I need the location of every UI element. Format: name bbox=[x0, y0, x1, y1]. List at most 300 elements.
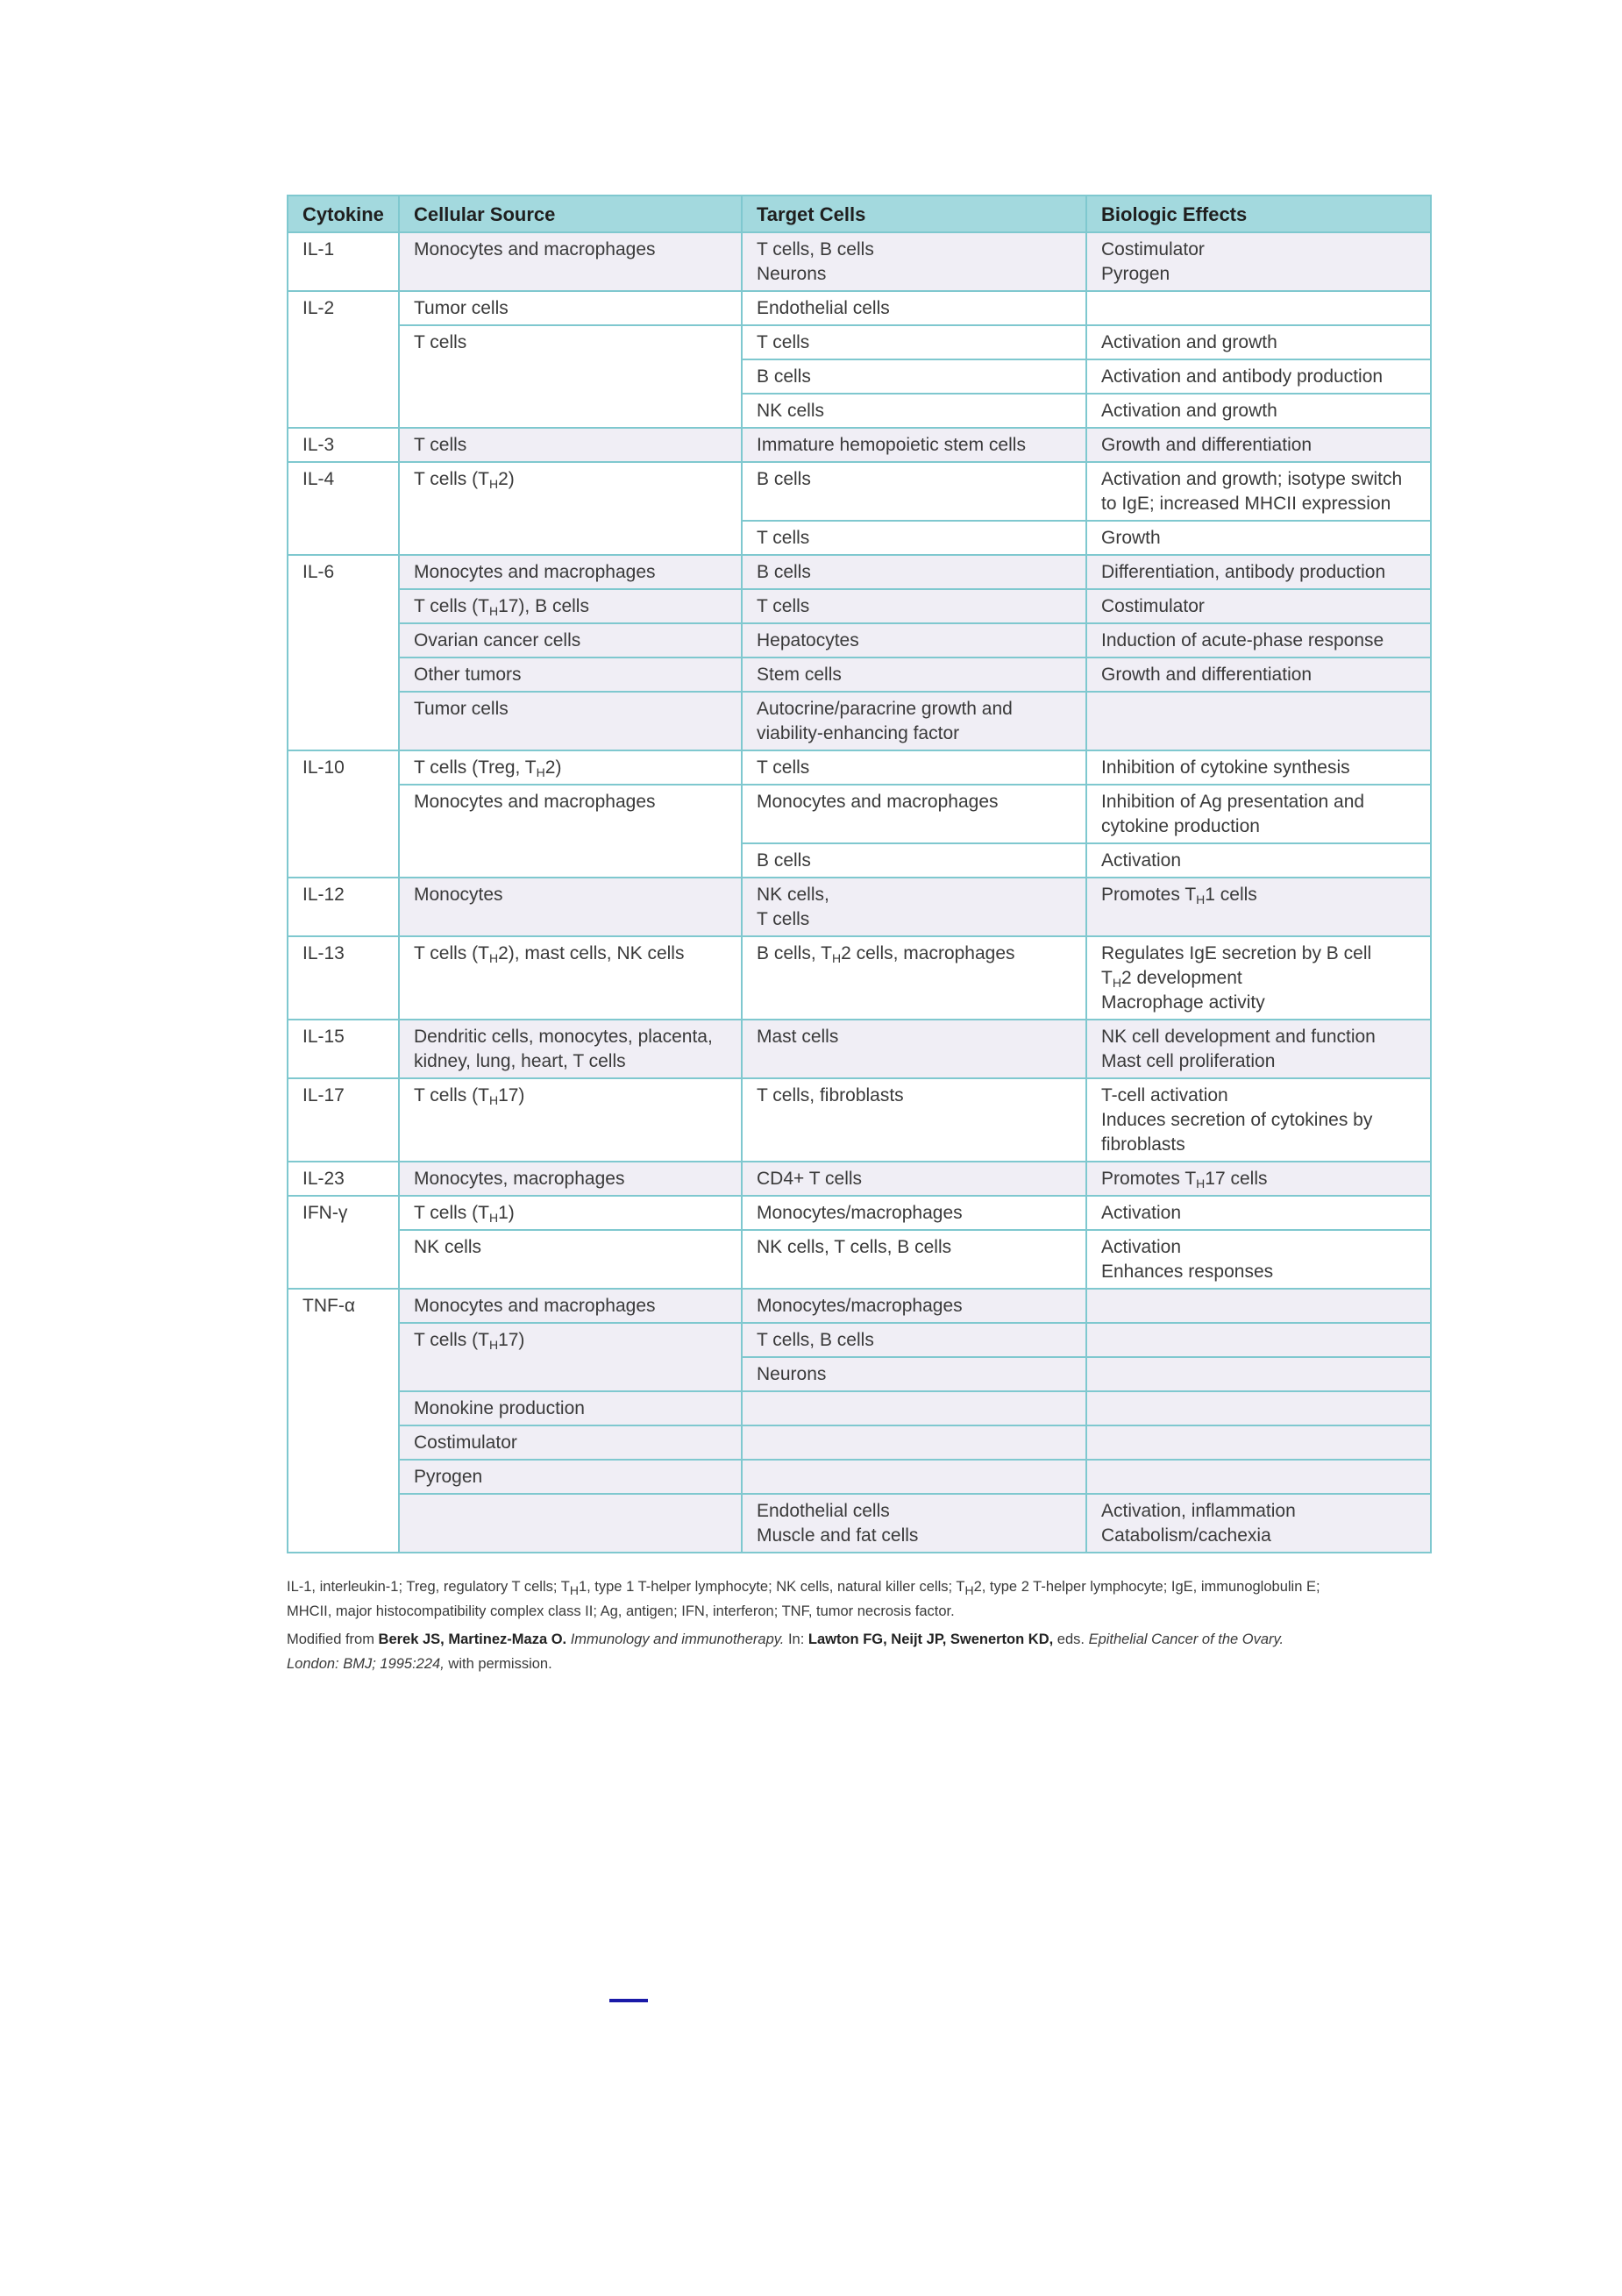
target-cells-cell bbox=[742, 1078, 1086, 1162]
cytokine-cell: IL-3 bbox=[288, 428, 399, 462]
link-underline-mark[interactable] bbox=[609, 1999, 648, 2002]
text-segment: Immature hemopoietic stem cells bbox=[757, 435, 1026, 455]
cell-line bbox=[1101, 942, 1416, 966]
cell-line bbox=[414, 1465, 727, 1489]
subscript: H bbox=[1196, 892, 1206, 906]
text-segment: 2) bbox=[544, 757, 562, 778]
header-cytokine: Cytokine bbox=[288, 195, 399, 232]
cell-line bbox=[1101, 1167, 1416, 1191]
cell-line bbox=[757, 560, 1071, 585]
cell-line bbox=[1101, 433, 1416, 458]
text-segment: Autocrine/paracrine growth and viability-enhancing factor bbox=[757, 699, 1013, 743]
target-cells-cell bbox=[742, 936, 1086, 1020]
text-segment: 2), mast cells, NK cells bbox=[498, 943, 685, 963]
text-segment: NK cells, T cells, B cells bbox=[757, 1237, 952, 1257]
text-segment: Costimulator bbox=[1101, 239, 1205, 259]
text-segment: 2) bbox=[498, 469, 515, 489]
cellular-source-cell bbox=[399, 1020, 742, 1078]
text-segment: Monocytes and macrophages bbox=[414, 239, 656, 259]
biologic-effects-cell bbox=[1086, 1357, 1431, 1391]
cell-line bbox=[757, 1362, 1071, 1387]
cellular-source-cell bbox=[399, 1494, 742, 1553]
cell-line bbox=[287, 1599, 1444, 1624]
table-row bbox=[288, 1078, 1431, 1162]
cell-line bbox=[757, 1499, 1071, 1524]
text-segment: Tumor cells bbox=[414, 699, 509, 719]
table-row bbox=[288, 1196, 1431, 1230]
table-row bbox=[288, 1391, 1431, 1425]
cell-line bbox=[757, 1201, 1071, 1226]
table-row bbox=[288, 692, 1431, 750]
cell-line bbox=[757, 1167, 1071, 1191]
text-segment: 17) bbox=[498, 1085, 525, 1105]
target-cells-cell bbox=[742, 1162, 1086, 1196]
text-segment: 1 cells bbox=[1205, 885, 1257, 905]
cellular-source-cell bbox=[399, 462, 742, 555]
cell-line bbox=[757, 663, 1071, 687]
cell-line bbox=[1101, 1235, 1416, 1260]
text-segment: Catabolism/cachexia bbox=[1101, 1525, 1271, 1546]
cell-line bbox=[757, 697, 1071, 746]
cell-line bbox=[414, 629, 727, 653]
biologic-effects-cell bbox=[1086, 359, 1431, 394]
text-segment: Other tumors bbox=[414, 665, 522, 685]
text-segment: Activation and growth bbox=[1101, 401, 1277, 421]
target-cells-cell bbox=[742, 589, 1086, 623]
cell-line bbox=[1101, 1260, 1416, 1284]
target-cells-cell bbox=[742, 750, 1086, 785]
table-row bbox=[288, 1494, 1431, 1553]
cell-line bbox=[757, 594, 1071, 619]
target-cells-cell bbox=[742, 1494, 1086, 1553]
target-cells-cell bbox=[742, 555, 1086, 589]
table-row bbox=[288, 785, 1431, 843]
text-segment: T cells bbox=[757, 757, 810, 778]
text-segment: Muscle and fat cells bbox=[757, 1525, 919, 1546]
table-row bbox=[288, 232, 1431, 291]
table-row bbox=[288, 1323, 1431, 1357]
subscript: H bbox=[488, 477, 499, 491]
subscript: H bbox=[488, 951, 499, 965]
cell-line bbox=[757, 883, 1071, 907]
cytokine-cell: TNF-α bbox=[288, 1289, 399, 1553]
biologic-effects-cell bbox=[1086, 232, 1431, 291]
target-cells-cell bbox=[742, 1196, 1086, 1230]
cellular-source-cell bbox=[399, 1078, 742, 1162]
cell-line bbox=[757, 1294, 1071, 1319]
cellular-source-cell bbox=[399, 878, 742, 936]
text-segment: Mast cells bbox=[757, 1027, 839, 1047]
cell-line bbox=[1101, 331, 1416, 355]
target-cells-cell bbox=[742, 521, 1086, 555]
cell-line bbox=[414, 883, 727, 907]
citation-segment: eds. bbox=[1053, 1631, 1089, 1647]
cellular-source-cell bbox=[399, 1460, 742, 1494]
target-cells-cell bbox=[742, 1391, 1086, 1425]
cellular-source-cell bbox=[399, 1196, 742, 1230]
cell-line bbox=[757, 629, 1071, 653]
target-cells-cell bbox=[742, 1425, 1086, 1460]
table-row bbox=[288, 291, 1431, 325]
table-row bbox=[288, 750, 1431, 785]
cytokine-cell: IL-1 bbox=[288, 232, 399, 291]
biologic-effects-cell bbox=[1086, 1460, 1431, 1494]
cell-line bbox=[1101, 365, 1416, 389]
text-segment: Dendritic cells, monocytes, placenta, kidney, lung, heart, T cells bbox=[414, 1027, 713, 1071]
table-row bbox=[288, 878, 1431, 936]
header-cellular-source: Cellular Source bbox=[399, 195, 742, 232]
text-segment: T-cell activation bbox=[1101, 1085, 1228, 1105]
text-segment: 2 development bbox=[1120, 968, 1242, 988]
cell-line bbox=[414, 433, 727, 458]
text-segment: B cells bbox=[757, 562, 811, 582]
text-segment: Monokine production bbox=[414, 1398, 585, 1418]
text-segment: T cells, fibroblasts bbox=[757, 1085, 904, 1105]
subscript: H bbox=[488, 1093, 499, 1107]
cell-line bbox=[1101, 238, 1416, 262]
cellular-source-cell bbox=[399, 750, 742, 785]
cell-line bbox=[414, 238, 727, 262]
text-segment: 17) bbox=[498, 1330, 525, 1350]
cellular-source-cell bbox=[399, 555, 742, 589]
citation-line bbox=[287, 1652, 1444, 1676]
cell-line bbox=[1101, 526, 1416, 551]
cell-line bbox=[757, 399, 1071, 423]
target-cells-cell bbox=[742, 658, 1086, 692]
text-segment: Neurons bbox=[757, 1364, 827, 1384]
target-cells-cell bbox=[742, 878, 1086, 936]
table-row bbox=[288, 1425, 1431, 1460]
table-body bbox=[288, 232, 1431, 1553]
cellular-source-cell bbox=[399, 325, 742, 428]
cellular-source-cell bbox=[399, 692, 742, 750]
cell-line bbox=[1101, 849, 1416, 873]
biologic-effects-cell bbox=[1086, 1230, 1431, 1289]
table-row bbox=[288, 462, 1431, 521]
text-segment: Activation bbox=[1101, 1203, 1182, 1223]
text-segment: Growth and differentiation bbox=[1101, 665, 1313, 685]
cellular-source-cell bbox=[399, 589, 742, 623]
text-segment: Monocytes bbox=[414, 885, 503, 905]
cell-line bbox=[757, 238, 1071, 262]
cytokine-cell: IL-23 bbox=[288, 1162, 399, 1196]
cell-line bbox=[414, 467, 727, 492]
text-segment: CD4+ T cells bbox=[757, 1169, 863, 1189]
text-segment: T cells (T bbox=[414, 943, 489, 963]
text-segment: 2 cells, macrophages bbox=[841, 943, 1015, 963]
text-segment: T cells (T bbox=[414, 596, 489, 616]
cell-line bbox=[414, 790, 727, 814]
target-cells-cell bbox=[742, 843, 1086, 878]
biologic-effects-cell bbox=[1086, 1162, 1431, 1196]
citation-segment: Modified from bbox=[287, 1631, 379, 1647]
cell-line bbox=[1101, 1049, 1416, 1074]
text-segment: Activation bbox=[1101, 1237, 1182, 1257]
citation-segment: Epithelial Cancer of the Ovary. bbox=[1088, 1631, 1284, 1647]
cell-line bbox=[414, 1397, 727, 1421]
citation-segment: London: BMJ; 1995:224, bbox=[287, 1656, 445, 1672]
text-segment: T cells, B cells bbox=[757, 1330, 874, 1350]
biologic-effects-cell bbox=[1086, 785, 1431, 843]
cell-line bbox=[757, 1025, 1071, 1049]
cytokine-cell: IL-15 bbox=[288, 1020, 399, 1078]
biologic-effects-cell bbox=[1086, 1391, 1431, 1425]
text-segment: Activation bbox=[1101, 850, 1182, 871]
text-segment: Promotes T bbox=[1101, 1169, 1197, 1189]
cell-line bbox=[757, 365, 1071, 389]
table-row bbox=[288, 1230, 1431, 1289]
table-row bbox=[288, 428, 1431, 462]
cell-line bbox=[1101, 1084, 1416, 1108]
cell-line bbox=[414, 296, 727, 321]
subscript: H bbox=[488, 1211, 499, 1225]
subscript: H bbox=[1112, 976, 1121, 990]
cell-line bbox=[1101, 966, 1416, 991]
cytokine-cell: IL-17 bbox=[288, 1078, 399, 1162]
cell-line bbox=[414, 1167, 727, 1191]
text-segment: Stem cells bbox=[757, 665, 842, 685]
cellular-source-cell bbox=[399, 785, 742, 878]
cellular-source-cell bbox=[399, 1391, 742, 1425]
biologic-effects-cell bbox=[1086, 589, 1431, 623]
cellular-source-cell bbox=[399, 232, 742, 291]
cell-line bbox=[414, 1294, 727, 1319]
citation-line bbox=[287, 1627, 1444, 1652]
cell-line bbox=[757, 907, 1071, 932]
source-citation bbox=[287, 1627, 1444, 1676]
cell-line bbox=[757, 331, 1071, 355]
text-segment: Monocytes and macrophages bbox=[414, 1296, 656, 1316]
cell-line bbox=[1101, 663, 1416, 687]
cell-line bbox=[414, 697, 727, 721]
biologic-effects-cell bbox=[1086, 936, 1431, 1020]
cell-line bbox=[1101, 991, 1416, 1015]
cell-line bbox=[414, 1235, 727, 1260]
biologic-effects-cell bbox=[1086, 623, 1431, 658]
text-segment: Promotes T bbox=[1101, 885, 1197, 905]
cellular-source-cell bbox=[399, 428, 742, 462]
biologic-effects-cell bbox=[1086, 521, 1431, 555]
text-segment: Pyrogen bbox=[414, 1467, 483, 1487]
text-segment: Differentiation, antibody production bbox=[1101, 562, 1386, 582]
header-target-cells: Target Cells bbox=[742, 195, 1086, 232]
text-segment: B cells, T bbox=[757, 943, 832, 963]
cell-line bbox=[1101, 1108, 1416, 1157]
target-cells-cell bbox=[742, 359, 1086, 394]
text-segment: Macrophage activity bbox=[1101, 992, 1265, 1013]
text-segment: B cells bbox=[757, 469, 811, 489]
biologic-effects-cell bbox=[1086, 1425, 1431, 1460]
subscript: H bbox=[1196, 1176, 1206, 1191]
cell-line bbox=[757, 1084, 1071, 1108]
text-segment: 1) bbox=[498, 1203, 515, 1223]
cell-line bbox=[757, 756, 1071, 780]
cellular-source-cell bbox=[399, 1162, 742, 1196]
cell-line bbox=[1101, 756, 1416, 780]
cell-line bbox=[1101, 594, 1416, 619]
target-cells-cell bbox=[742, 692, 1086, 750]
cell-line bbox=[414, 1431, 727, 1455]
text-segment: Induces secretion of cytokines by fibroblasts bbox=[1101, 1110, 1373, 1155]
text-segment: Monocytes, macrophages bbox=[414, 1169, 625, 1189]
text-segment: T cells bbox=[757, 332, 810, 352]
text-segment: T cells (Treg, T bbox=[414, 757, 537, 778]
table-header-row bbox=[288, 195, 1431, 232]
target-cells-cell bbox=[742, 1460, 1086, 1494]
biologic-effects-cell bbox=[1086, 394, 1431, 428]
biologic-effects-cell bbox=[1086, 843, 1431, 878]
cell-line bbox=[757, 433, 1071, 458]
cytokine-cell: IL-6 bbox=[288, 555, 399, 750]
text-segment: Activation and antibody production bbox=[1101, 366, 1384, 387]
text-segment: Monocytes and macrophages bbox=[757, 792, 999, 812]
cytokine-table bbox=[287, 195, 1432, 1553]
target-cells-cell bbox=[742, 428, 1086, 462]
cellular-source-cell bbox=[399, 1323, 742, 1391]
text-segment: Pyrogen bbox=[1101, 264, 1170, 284]
cell-line bbox=[757, 849, 1071, 873]
cellular-source-cell bbox=[399, 936, 742, 1020]
cell-line bbox=[414, 594, 727, 619]
cell-line bbox=[414, 663, 727, 687]
cellular-source-cell bbox=[399, 1230, 742, 1289]
cell-line bbox=[757, 790, 1071, 814]
text-segment: MHCII, major histocompatibility complex class II; Ag, antigen; IFN, interferon; TNF, tumor necrosis factor. bbox=[287, 1603, 955, 1619]
biologic-effects-cell bbox=[1086, 1494, 1431, 1553]
cell-line bbox=[1101, 399, 1416, 423]
cell-line bbox=[1101, 467, 1416, 516]
text-segment: Monocytes/macrophages bbox=[757, 1296, 963, 1316]
citation-segment: Berek JS, Martinez-Maza O. bbox=[378, 1631, 571, 1647]
text-segment: Mast cell proliferation bbox=[1101, 1051, 1276, 1071]
target-cells-cell bbox=[742, 1230, 1086, 1289]
biologic-effects-cell bbox=[1086, 462, 1431, 521]
text-segment: NK cells bbox=[414, 1237, 482, 1257]
text-segment: NK cell development and function bbox=[1101, 1027, 1376, 1047]
text-segment: Activation and growth; isotype switch to IgE; increased MHCII expression bbox=[1101, 469, 1403, 514]
text-segment: Hepatocytes bbox=[757, 630, 859, 650]
cell-line bbox=[1101, 560, 1416, 585]
biologic-effects-cell bbox=[1086, 750, 1431, 785]
text-segment: Endothelial cells bbox=[757, 1501, 890, 1521]
cell-line bbox=[1101, 790, 1416, 839]
table-row bbox=[288, 325, 1431, 359]
cell-line bbox=[757, 262, 1071, 287]
text-segment: 17), B cells bbox=[498, 596, 589, 616]
cell-line bbox=[757, 1524, 1071, 1548]
target-cells-cell bbox=[742, 394, 1086, 428]
biologic-effects-cell bbox=[1086, 692, 1431, 750]
text-segment: T cells (T bbox=[414, 1085, 489, 1105]
cytokine-cell: IL-2 bbox=[288, 291, 399, 428]
biologic-effects-cell bbox=[1086, 325, 1431, 359]
cell-line bbox=[1101, 1201, 1416, 1226]
biologic-effects-cell bbox=[1086, 1078, 1431, 1162]
biologic-effects-cell bbox=[1086, 658, 1431, 692]
target-cells-cell bbox=[742, 1020, 1086, 1078]
cell-line bbox=[1101, 1524, 1416, 1548]
biologic-effects-cell bbox=[1086, 555, 1431, 589]
text-segment: Growth and differentiation bbox=[1101, 435, 1313, 455]
biologic-effects-cell bbox=[1086, 1323, 1431, 1357]
cell-line bbox=[414, 1201, 727, 1226]
cellular-source-cell bbox=[399, 623, 742, 658]
text-segment: Costimulator bbox=[414, 1432, 517, 1453]
text-segment: T cells bbox=[414, 332, 467, 352]
cell-line bbox=[414, 756, 727, 780]
cytokine-cell: IL-12 bbox=[288, 878, 399, 936]
target-cells-cell bbox=[742, 325, 1086, 359]
biologic-effects-cell bbox=[1086, 878, 1431, 936]
citation-segment: with permission. bbox=[444, 1656, 552, 1672]
text-segment: Endothelial cells bbox=[757, 298, 890, 318]
target-cells-cell bbox=[742, 291, 1086, 325]
biologic-effects-cell bbox=[1086, 1020, 1431, 1078]
cell-line bbox=[414, 331, 727, 355]
text-segment: Monocytes/macrophages bbox=[757, 1203, 963, 1223]
subscript: H bbox=[536, 765, 545, 779]
subscript: H bbox=[831, 951, 842, 965]
text-segment: Ovarian cancer cells bbox=[414, 630, 581, 650]
text-segment: T cells, B cells bbox=[757, 239, 874, 259]
target-cells-cell bbox=[742, 1323, 1086, 1357]
biologic-effects-cell bbox=[1086, 1289, 1431, 1323]
cell-line bbox=[414, 1328, 727, 1353]
text-segment: T cells bbox=[414, 435, 467, 455]
cell-line bbox=[757, 1328, 1071, 1353]
cell-line bbox=[414, 560, 727, 585]
header-biologic-effects: Biologic Effects bbox=[1086, 195, 1431, 232]
cell-line bbox=[1101, 883, 1416, 907]
biologic-effects-cell bbox=[1086, 428, 1431, 462]
text-segment: Costimulator bbox=[1101, 596, 1205, 616]
target-cells-cell bbox=[742, 785, 1086, 843]
citation-segment: Lawton FG, Neijt JP, Swenerton KD, bbox=[807, 1631, 1054, 1647]
subscript: H bbox=[488, 604, 499, 618]
text-segment: NK cells bbox=[757, 401, 825, 421]
text-segment: NK cells, bbox=[757, 885, 829, 905]
biologic-effects-cell bbox=[1086, 291, 1431, 325]
target-cells-cell bbox=[742, 232, 1086, 291]
text-segment: 1, type 1 T-helper lymphocyte; NK cells, natural killer cells; T bbox=[578, 1579, 965, 1595]
text-segment: 2, type 2 T-helper lymphocyte; IgE, immunoglobulin E; bbox=[973, 1579, 1320, 1595]
text-segment: Tumor cells bbox=[414, 298, 509, 318]
cell-line bbox=[757, 467, 1071, 492]
text-segment: T cells (T bbox=[414, 1203, 489, 1223]
cytokine-cell: IL-10 bbox=[288, 750, 399, 878]
text-segment: Inhibition of cytokine synthesis bbox=[1101, 757, 1350, 778]
target-cells-cell bbox=[742, 623, 1086, 658]
cellular-source-cell bbox=[399, 1425, 742, 1460]
table-row bbox=[288, 623, 1431, 658]
text-segment: T cells (T bbox=[414, 1330, 489, 1350]
biologic-effects-cell bbox=[1086, 1196, 1431, 1230]
cellular-source-cell bbox=[399, 658, 742, 692]
citation-segment: In: bbox=[784, 1631, 808, 1647]
abbreviations-footnote bbox=[287, 1575, 1444, 1624]
text-segment: Activation, inflammation bbox=[1101, 1501, 1296, 1521]
text-segment: T cells bbox=[757, 909, 810, 929]
text-segment: Regulates IgE secretion by B cell bbox=[1101, 943, 1372, 963]
text-segment: T cells bbox=[757, 596, 810, 616]
cellular-source-cell bbox=[399, 291, 742, 325]
text-segment: T cells bbox=[757, 528, 810, 548]
subscript: H bbox=[569, 1583, 579, 1597]
text-segment: B cells bbox=[757, 366, 811, 387]
cytokine-cell: IL-13 bbox=[288, 936, 399, 1020]
cellular-source-cell bbox=[399, 1289, 742, 1323]
text-segment: T cells (T bbox=[414, 469, 489, 489]
